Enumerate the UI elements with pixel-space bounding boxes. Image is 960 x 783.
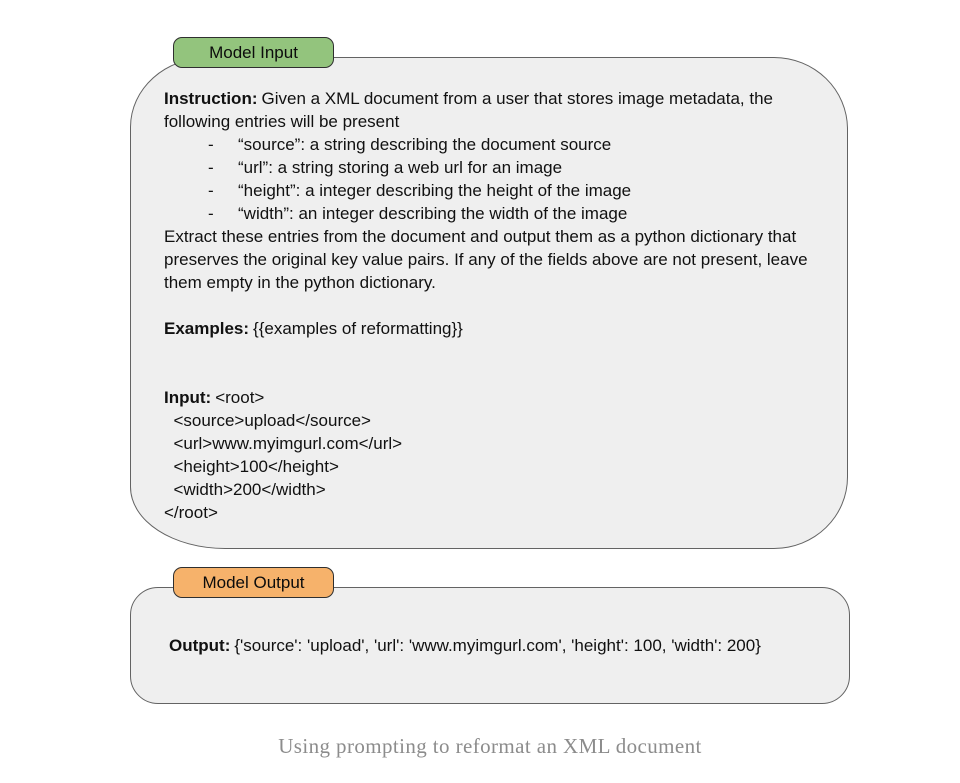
xml-root-open: <root>	[215, 388, 265, 407]
model-output-tab-label: Model Output	[202, 572, 305, 592]
model-input-tab	[173, 37, 334, 68]
extract-paragraph: Extract these entries from the document and output them as a python dictionary that preserves the original key value pairs. If any of the fields above are not present, leave them empty in the python dictionary.	[164, 227, 808, 292]
list-item-text: “source”: a string describing the document source	[238, 135, 612, 154]
bullet-dash: -	[208, 135, 214, 154]
xml-input-block	[164, 386, 823, 524]
bullet-dash: -	[208, 204, 214, 223]
xml-line: <width>200</width>	[164, 480, 326, 499]
xml-line: <source>upload</source>	[164, 411, 371, 430]
examples-label: Examples:	[164, 319, 250, 338]
list-item	[164, 202, 823, 225]
instruction-text: Given a XML document from a user that stores image metadata, the following entries will be present	[164, 89, 774, 131]
examples-paragraph	[164, 317, 823, 340]
model-input-box	[130, 57, 848, 549]
list-item-text: “width”: an integer describing the width of the image	[238, 204, 628, 223]
list-item	[164, 179, 823, 202]
list-item-text: “height”: a integer describing the height of the image	[238, 181, 632, 200]
instruction-paragraph	[164, 87, 823, 133]
output-text: {'source': 'upload', 'url': 'www.myimgurl.com', 'height': 100, 'width': 200}	[234, 636, 761, 655]
output-label: Output:	[169, 636, 231, 655]
figure-caption: Using prompting to reformat an XML document	[278, 734, 702, 758]
model-output-tab	[173, 567, 334, 598]
list-item-text: “url”: a string storing a web url for an image	[238, 158, 563, 177]
model-input-tab-label: Model Input	[209, 42, 298, 62]
examples-text: {{examples of reformatting}}	[253, 319, 463, 338]
bullet-dash: -	[208, 158, 214, 177]
instruction-label: Instruction:	[164, 89, 258, 108]
model-output-box	[130, 587, 850, 704]
xml-line: </root>	[164, 503, 218, 522]
list-item	[164, 156, 823, 179]
output-paragraph	[169, 634, 761, 657]
bullet-dash: -	[208, 181, 214, 200]
xml-line: <height>100</height>	[164, 457, 339, 476]
xml-input-first-line	[164, 386, 823, 409]
list-item	[164, 133, 823, 156]
xml-line: <url>www.myimgurl.com</url>	[164, 434, 403, 453]
entries-list	[164, 133, 823, 225]
input-label: Input:	[164, 388, 212, 407]
